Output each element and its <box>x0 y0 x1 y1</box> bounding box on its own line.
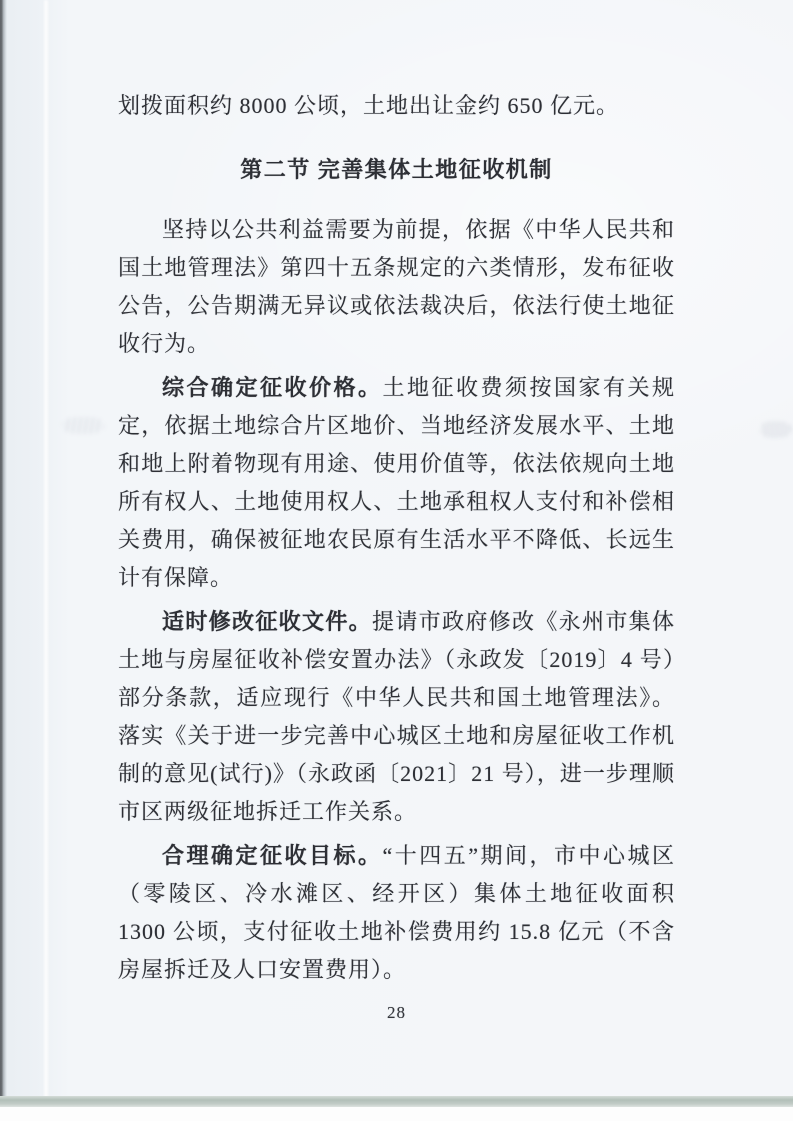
scanner-bottom-band <box>0 1096 793 1107</box>
paragraph-document-revision <box>118 603 675 831</box>
paragraph-lead: 适时修改征收文件。 <box>162 609 372 634</box>
document-text-block <box>118 87 675 989</box>
paragraph-text: 提请市政府修改《永州市集体土地与房屋征收补偿安置办法》（永政发〔2019〕4 号）部分条款，适应现行《中华人民共和国土地管理法》。落实《关于进一步完善中心城区土地和房屋征收工作机制的意见(试行)》（永政函〔2021〕21 号），进一步理顺市区两级征地拆迁工作关系。 <box>118 609 675 824</box>
paragraph-principles <box>118 211 675 363</box>
paragraph-text: 坚持以公共利益需要为前提，依据《中华人民共和国土地管理法》第四十五条规定的六类情形，发布征收公告，公告期满无异议或依法裁决后，依法行使土地征收行为。 <box>118 217 675 356</box>
ink-bleed-smudge-right <box>760 421 791 438</box>
paragraph-lead: 综合确定征收价格。 <box>162 375 383 400</box>
section-heading: 第二节 完善集体土地征收机制 <box>240 157 553 182</box>
paragraph-lead: 合理确定征收目标。 <box>162 843 383 868</box>
scan-fold-streak <box>44 0 48 1100</box>
paragraph-targets <box>118 837 675 989</box>
paragraph-pricing <box>118 369 675 597</box>
scanner-left-edge-shadow <box>0 0 7 1102</box>
carryover-paragraph-line: 划拨面积约 8000 公顷，土地出让金约 650 亿元。 <box>118 93 620 118</box>
paragraph-text: “十四五”期间，市中心城区（零陵区、冷水滩区、经开区）集体土地征收面积 1300 公顷，支付征收土地补偿费用约 15.8 亿元（不含房屋拆迁及人口安置费用）。 <box>118 843 675 982</box>
paragraph-text: 土地征收费须按国家有关规定，依据土地综合片区地价、当地经济发展水平、土地和地上附着物现有用途、使用价值等，依法依规向土地所有权人、土地使用权人、土地承租权人支付和补偿相关费用，确保被征地农民原有生活水平不降低、长远生计有保障。 <box>118 375 675 590</box>
page-number: 28 <box>387 1003 406 1022</box>
ink-bleed-smudge-left <box>62 417 104 434</box>
scanner-bottom-margin <box>0 1107 793 1121</box>
